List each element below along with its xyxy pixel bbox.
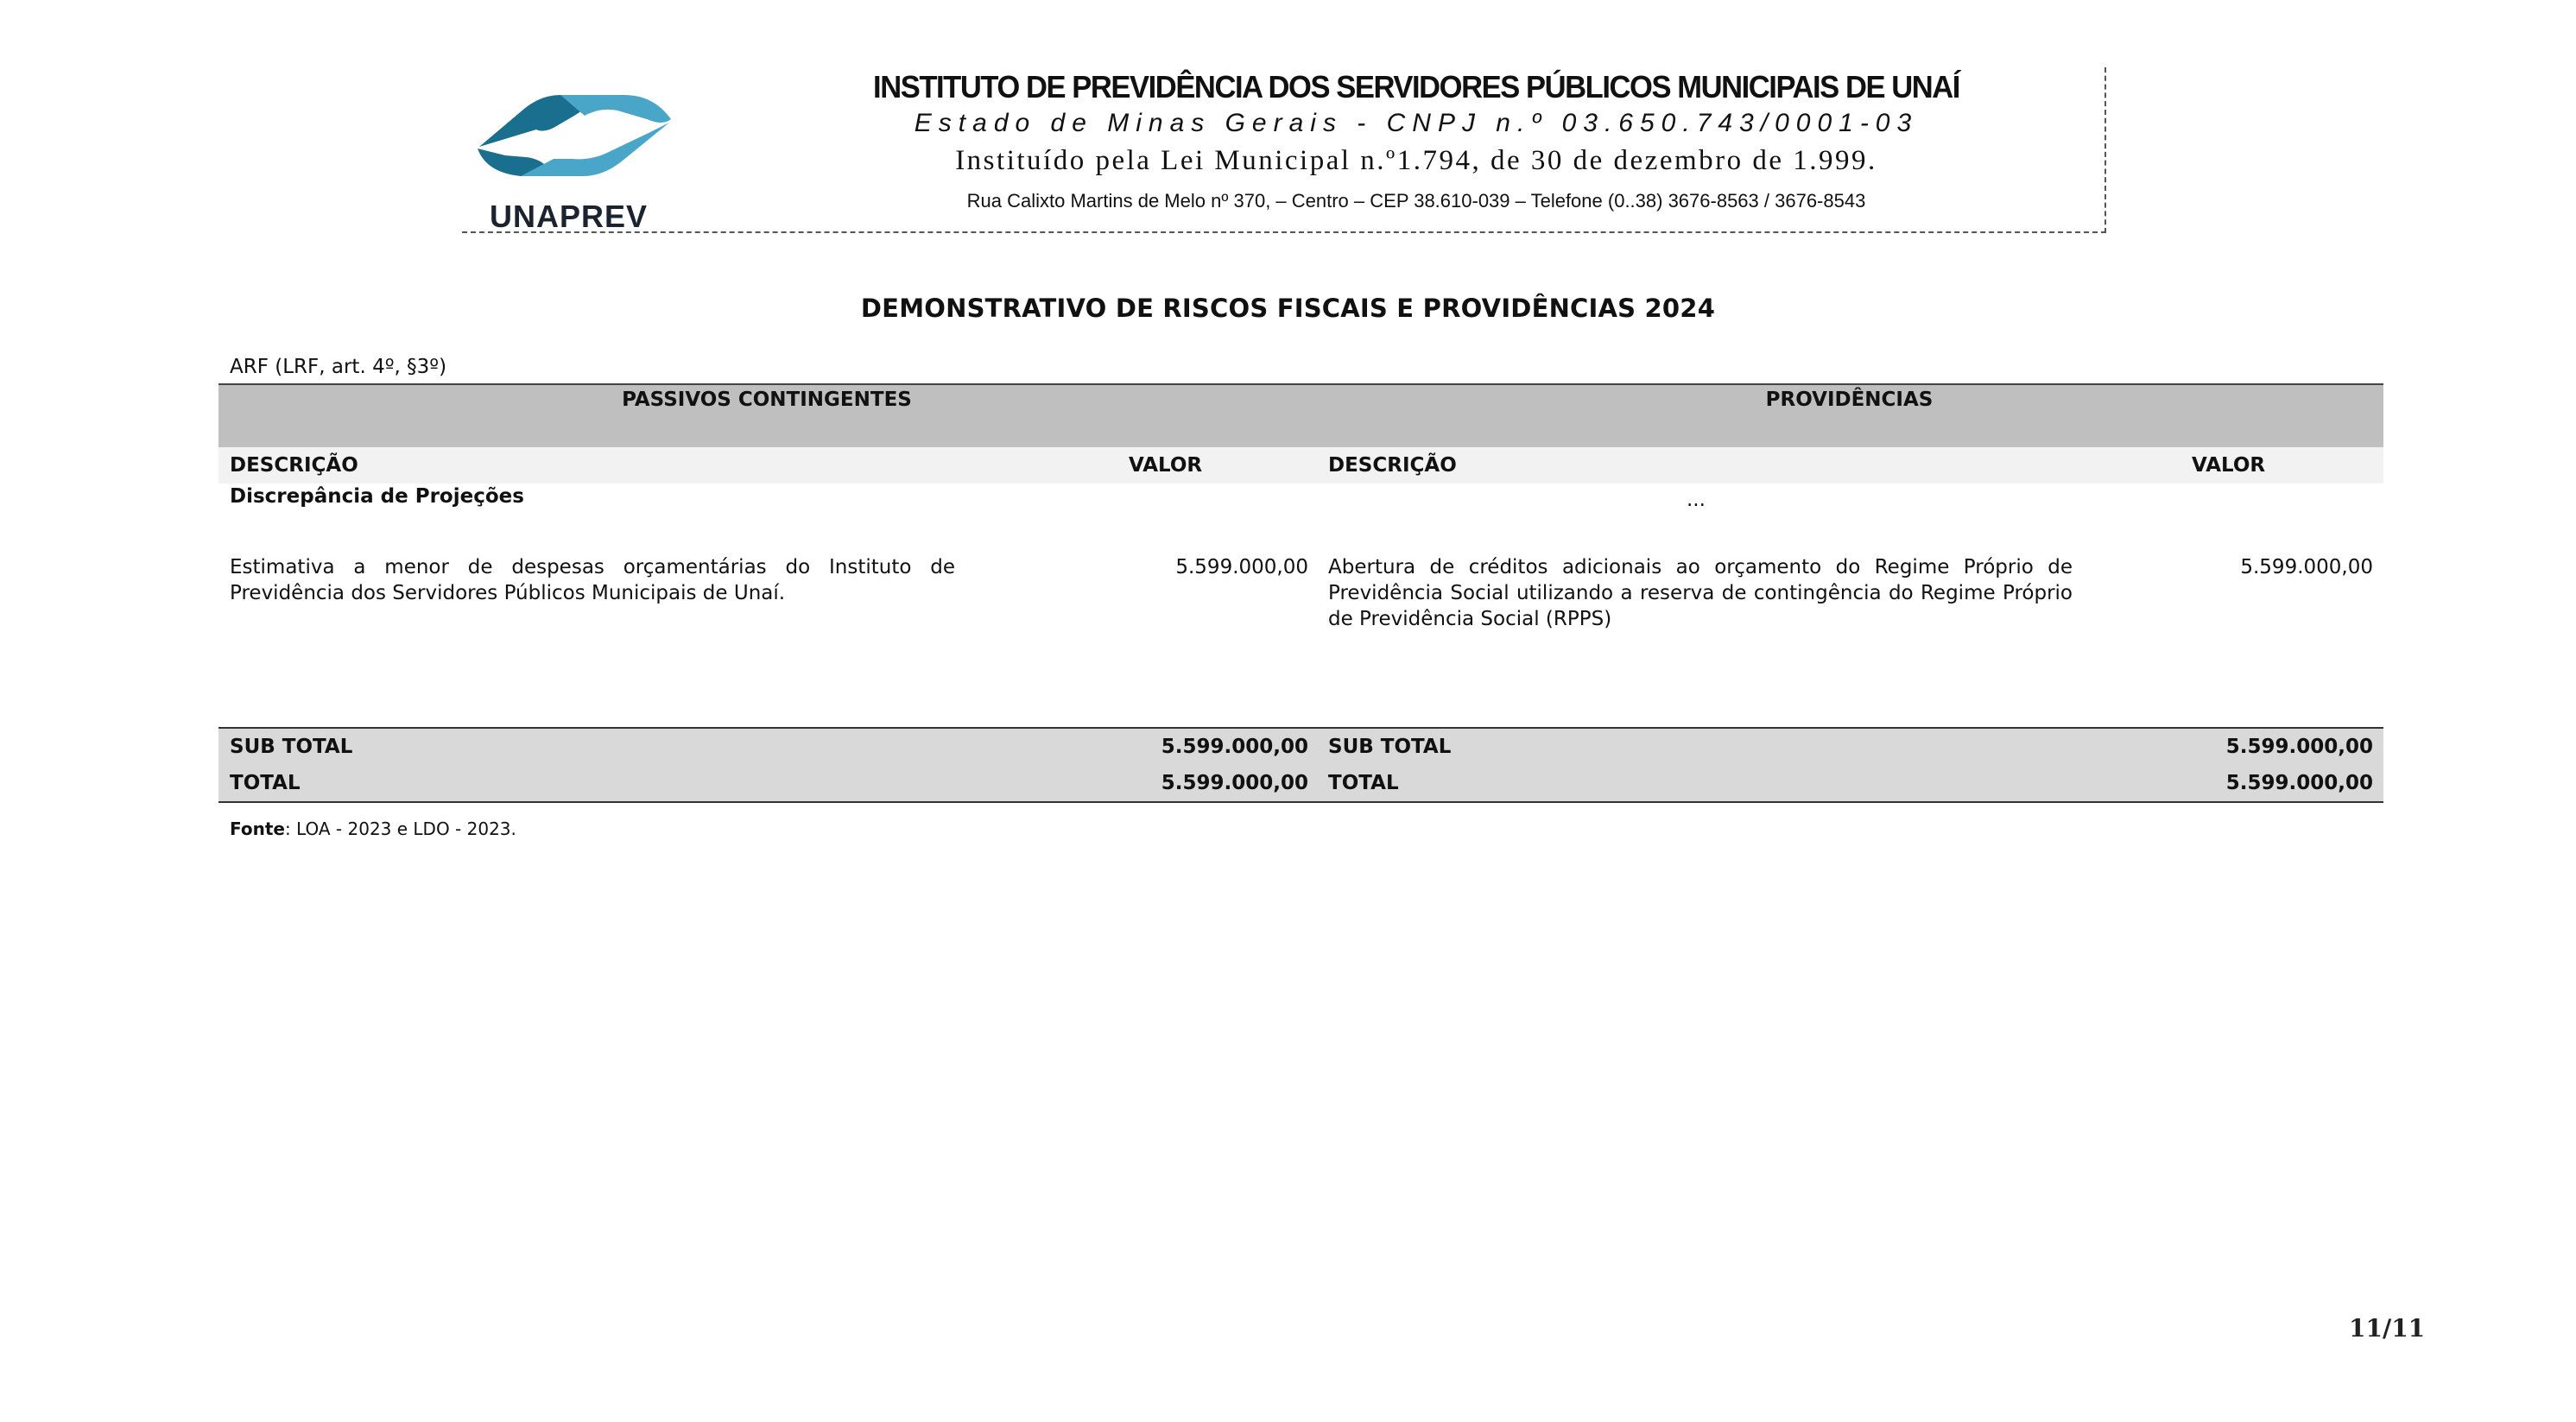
subtotal-label-left: SUB TOTAL [230,736,353,758]
document-title: DEMONSTRATIVO DE RISCOS FISCAIS E PROVIDÊNCIAS 2024 [860,294,1716,323]
col-valor-right: VALOR [2192,454,2266,477]
subtotal-row [218,727,2383,767]
subtotal-label-right: SUB TOTAL [1328,736,1452,758]
group-right-placeholder: ... [1687,489,1706,511]
left-description: Estimativa a menor de despesas orçamentárias do Instituto de Previdência dos Servidores Públicos Municipais de Unaí. [230,556,955,604]
total-label-left: TOTAL [230,772,301,794]
arf-reference: ARF (LRF, art. 4º, §3º) [230,356,447,378]
logo-brand-text: UNAPREV [490,199,649,234]
right-description: Abertura de créditos adicionais ao orçamento do Regime Próprio de Previdência Social utilizando a reserva de contingência do Regime Próprio de Previdência Social (RPPS) [1328,556,2073,630]
address-line: Rua Calixto Martins de Melo nº 370, – Centro – CEP 38.610-039 – Telefone (0..38) 3676-8563 / 3676-8543 [966,190,1866,212]
total-label-right: TOTAL [1328,772,1399,794]
col-descricao-left: DESCRIÇÃO [230,454,358,477]
total-value-right: 5.599.000,00 [2225,772,2373,794]
unaprev-logo [471,76,678,234]
logo-mark-icon [471,76,678,197]
page-number: 11/11 [2349,1314,2426,1343]
institute-title: INSTITUTO DE PREVIDÊNCIA DOS SERVIDORES PÚBLICOS MUNICIPAIS DE UNAÍ [873,69,1959,104]
table-section-header [218,383,2383,449]
left-value: 5.599.000,00 [1175,556,1308,578]
col-valor-left: VALOR [1129,454,1203,477]
column-header-row [218,447,2383,483]
source-label: Fonte [230,818,285,839]
subtotal-value-right: 5.599.000,00 [2225,736,2373,758]
subtotal-value-left: 5.599.000,00 [1161,736,1308,758]
source-note [230,818,516,839]
state-cnpj-line: Estado de Minas Gerais - CNPJ n.º 03.650.743/0001-03 [914,109,1919,137]
total-value-left: 5.599.000,00 [1161,772,1308,794]
col-descricao-right: DESCRIÇÃO [1328,454,1457,477]
section-passivos: PASSIVOS CONTINGENTES [622,389,912,411]
right-value: 5.599.000,00 [2240,556,2373,578]
law-line: Instituído pela Lei Municipal n.º1.794, de 30 de dezembro de 1.999. [955,145,1877,176]
source-text: : LOA - 2023 e LDO - 2023. [284,818,516,839]
group-label: Discrepância de Projeções [230,485,524,508]
total-row [218,765,2383,803]
section-providencias: PROVIDÊNCIAS [1765,389,1934,411]
